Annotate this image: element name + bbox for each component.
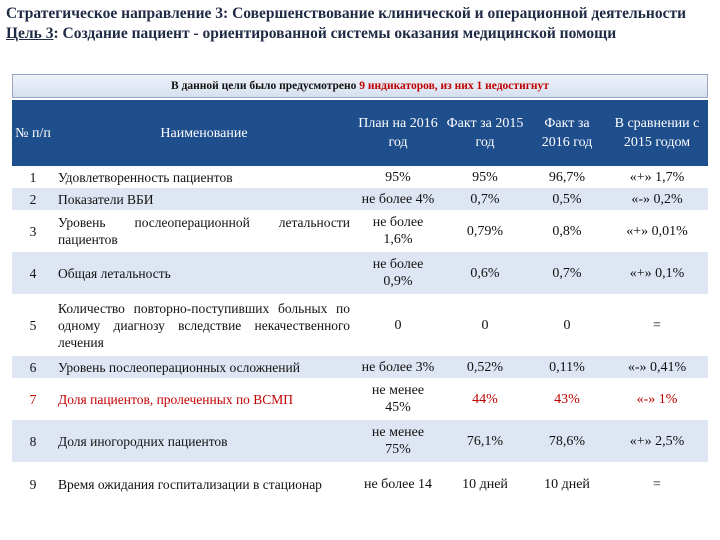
goal-line [6, 24, 714, 44]
goal-text: : Создание пациент - ориентированной системы оказания медицинской помощи [53, 25, 617, 42]
row-compare: «+» 0,1% [606, 252, 708, 294]
header-plan: План на 2016 год [354, 100, 442, 166]
table-row [12, 356, 708, 378]
header-num: № п/п [12, 100, 54, 166]
row-fact-2016: 96,7% [528, 166, 606, 188]
row-compare: «-» 0,2% [606, 188, 708, 210]
row-name: Доля пациентов, пролеченных по ВСМП [54, 378, 354, 420]
row-compare: «+» 0,01% [606, 210, 708, 252]
row-num: 6 [12, 356, 54, 378]
row-plan: не более 1,6% [354, 210, 442, 252]
row-compare: = [606, 462, 708, 506]
table-row [12, 252, 708, 294]
banner-highlight: 9 индикаторов, из них 1 недостигнут [359, 80, 549, 92]
goal-label: Цель 3 [6, 25, 54, 42]
row-plan: не менее 75% [354, 420, 442, 462]
row-fact-2015: 0 [442, 294, 528, 356]
row-name: Время ожидания госпитализации в стационар [54, 462, 354, 506]
row-compare: «-» 1% [606, 378, 708, 420]
row-name: Показатели ВБИ [54, 188, 354, 210]
row-name: Количество повторно-поступивших больных по одному диагнозу вследствие некачественного лечения [54, 294, 354, 356]
row-fact-2015: 0,6% [442, 252, 528, 294]
row-plan: не менее 45% [354, 378, 442, 420]
table-row [12, 462, 708, 506]
row-fact-2015: 0,79% [442, 210, 528, 252]
row-compare: «+» 1,7% [606, 166, 708, 188]
row-num: 1 [12, 166, 54, 188]
row-num: 5 [12, 294, 54, 356]
summary-banner [12, 74, 708, 98]
row-plan: не более 3% [354, 356, 442, 378]
row-fact-2016: 0 [528, 294, 606, 356]
row-compare: = [606, 294, 708, 356]
row-plan: не более 0,9% [354, 252, 442, 294]
row-num: 8 [12, 420, 54, 462]
row-fact-2015: 0,52% [442, 356, 528, 378]
table-row [12, 166, 708, 188]
table-header-row [12, 100, 708, 166]
row-num: 2 [12, 188, 54, 210]
indicators-table [12, 100, 708, 506]
row-name: Удовлетворенность пациентов [54, 166, 354, 188]
row-fact-2015: 44% [442, 378, 528, 420]
table-row [12, 294, 708, 356]
row-fact-2015: 76,1% [442, 420, 528, 462]
row-compare: «-» 0,41% [606, 356, 708, 378]
table-row [12, 188, 708, 210]
row-num: 9 [12, 462, 54, 506]
header-fact-2015: Факт за 2015 год [442, 100, 528, 166]
row-num: 7 [12, 378, 54, 420]
row-name: Уровень послеоперационных осложнений [54, 356, 354, 378]
row-fact-2015: 0,7% [442, 188, 528, 210]
row-plan: 95% [354, 166, 442, 188]
table-row [12, 420, 708, 462]
page-title [6, 4, 714, 44]
row-name: Общая летальность [54, 252, 354, 294]
row-fact-2016: 0,7% [528, 252, 606, 294]
row-name: Доля иногородних пациентов [54, 420, 354, 462]
row-fact-2016: 43% [528, 378, 606, 420]
row-fact-2016: 0,11% [528, 356, 606, 378]
banner-text: В данной цели было предусмотрено [171, 80, 360, 92]
row-fact-2016: 78,6% [528, 420, 606, 462]
row-compare: «+» 2,5% [606, 420, 708, 462]
row-fact-2016: 0,8% [528, 210, 606, 252]
row-fact-2015: 95% [442, 166, 528, 188]
table-row [12, 378, 708, 420]
row-plan: не более 14 [354, 462, 442, 506]
row-num: 3 [12, 210, 54, 252]
header-compare: В сравнении с 2015 годом [606, 100, 708, 166]
row-name: Уровень послеоперационной летальности пациентов [54, 210, 354, 252]
row-plan: не более 4% [354, 188, 442, 210]
header-fact-2016: Факт за 2016 год [528, 100, 606, 166]
header-name: Наименование [54, 100, 354, 166]
row-fact-2015: 10 дней [442, 462, 528, 506]
table-row [12, 210, 708, 252]
row-fact-2016: 0,5% [528, 188, 606, 210]
row-plan: 0 [354, 294, 442, 356]
row-fact-2016: 10 дней [528, 462, 606, 506]
strategic-direction: Стратегическое направление 3: Совершенствование клинической и операционной деятельности [6, 5, 687, 22]
row-num: 4 [12, 252, 54, 294]
